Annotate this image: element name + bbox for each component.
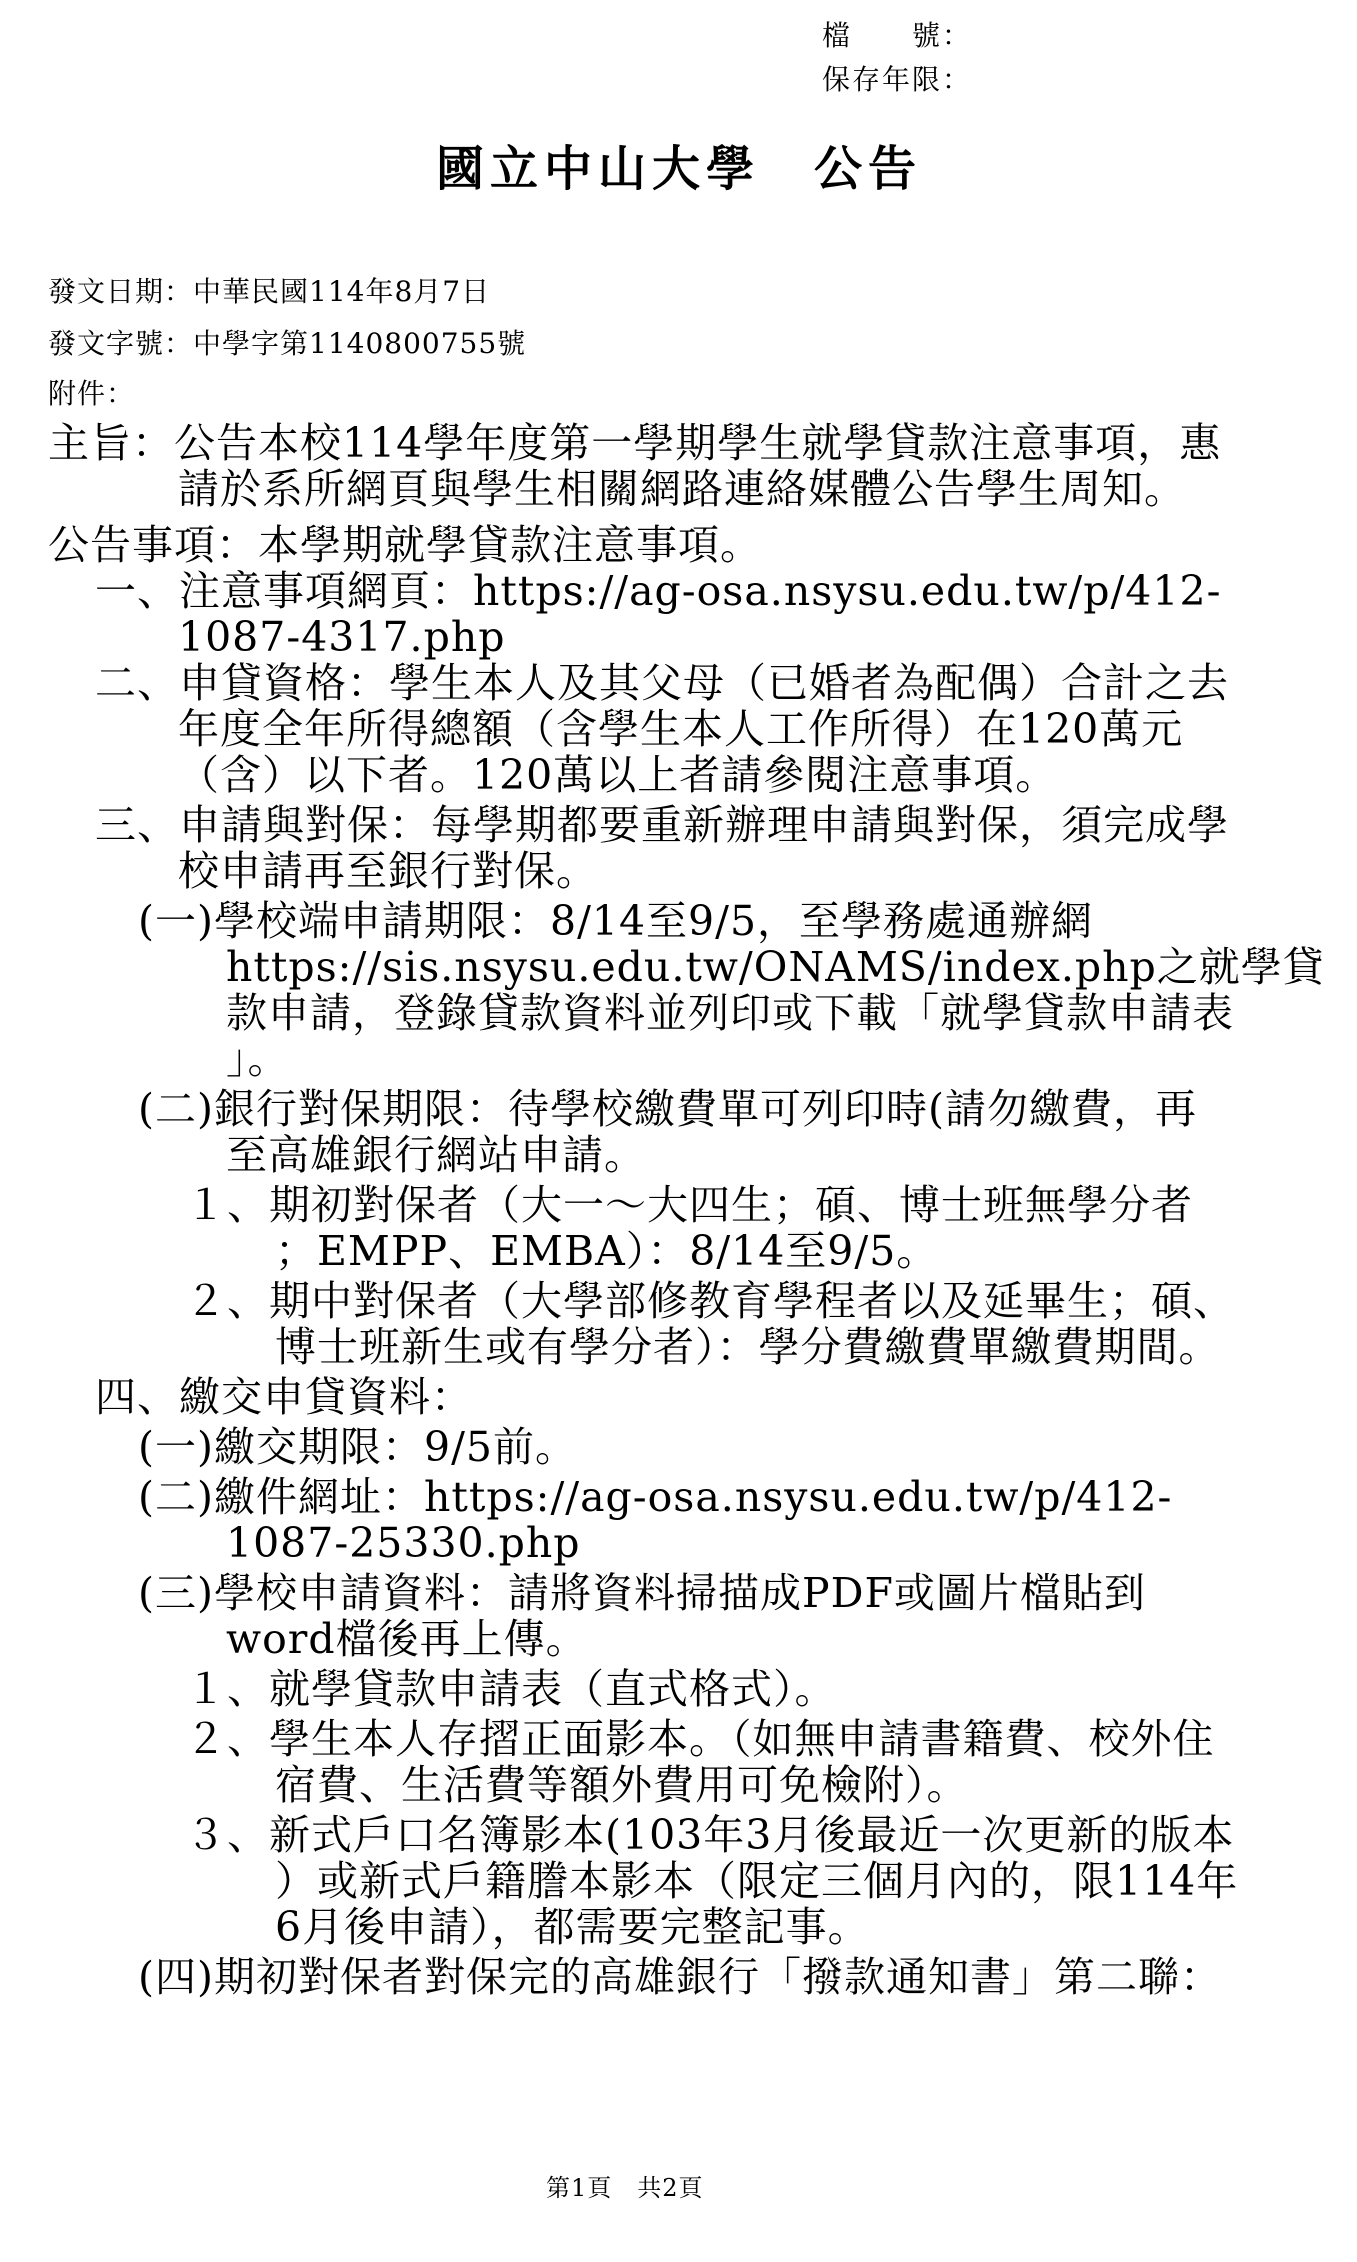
- item-3-1-line-3: 款申請，登錄貸款資料並列印或下載「就學貸款申請表: [226, 989, 1234, 1037]
- subject-line-2: 請於系所網頁與學生相關網路連絡媒體公告學生周知。: [178, 465, 1186, 513]
- item-4-heading: 四、繳交申貸資料：: [95, 1373, 473, 1421]
- item-3-2-line-1: (二)銀行對保期限：待學校繳費單可列印時(請勿繳費，再: [138, 1085, 1197, 1133]
- file-number-label: 檔 號：: [822, 19, 973, 52]
- retention-period-label: 保存年限：: [822, 63, 973, 96]
- item-4-3-2-line-1: ２、學生本人存摺正面影本。（如無申請書籍費、校外住: [185, 1715, 1215, 1763]
- item-4-2-line-1: (二)繳件網址：https://ag-osa.nsysu.edu.tw/p/412-: [138, 1473, 1173, 1521]
- issue-number: 發文字號：中學字第1140800755號: [48, 327, 527, 360]
- item-1-line-2: 1087-4317.php: [178, 613, 506, 661]
- item-3-2-1-line-1: １、期初對保者（大一～大四生；碩、博士班無學分者: [185, 1181, 1193, 1229]
- item-3-1-line-2: https://sis.nsysu.edu.tw/ONAMS/index.php之就學貸: [226, 943, 1325, 991]
- issue-date: 發文日期：中華民國114年8月7日: [48, 275, 491, 308]
- item-3-2-2-line-2: 博士班新生或有學分者）：學分費繳費單繳費期間。: [275, 1323, 1221, 1371]
- item-4-3-line-1: (三)學校申請資料：請將資料掃描成PDF或圖片檔貼到: [138, 1569, 1146, 1617]
- item-4-1: (一)繳交期限：9/5前。: [138, 1423, 577, 1471]
- announcement-heading: 公告事項：本學期就學貸款注意事項。: [48, 521, 762, 569]
- page-footer: 第1頁 共2頁: [546, 2174, 704, 2202]
- item-1-line-1: 一、注意事項網頁：https://ag-osa.nsysu.edu.tw/p/412-: [95, 567, 1222, 615]
- item-3-1-line-4: 」。: [226, 1035, 290, 1083]
- item-4-3-3-line-3: 6月後申請），都需要完整記事。: [275, 1903, 870, 1951]
- subject-line-1: 主旨：公告本校114學年度第一學期學生就學貸款注意事項，惠: [48, 419, 1222, 467]
- item-2-line-2: 年度全年所得總額（含學生本人工作所得）在120萬元: [178, 705, 1184, 753]
- item-4-3-1: １、就學貸款申請表（直式格式）。: [185, 1665, 837, 1713]
- item-3-line-2: 校申請再至銀行對保。: [178, 847, 598, 895]
- item-4-3-3-line-2: ）或新式戶籍謄本影本（限定三個月內的，限114年: [275, 1857, 1239, 1905]
- item-4-4: (四)期初對保者對保完的高雄銀行「撥款通知書」第二聯：: [138, 1953, 1222, 2001]
- item-3-1-line-1: (一)學校端申請期限：8/14至9/5，至學務處通辦網: [138, 897, 1094, 945]
- item-4-3-line-2: word檔後再上傳。: [226, 1615, 588, 1663]
- item-3-2-1-line-2: ；EMPP、EMBA）：8/14至9/5。: [275, 1227, 939, 1275]
- item-2-line-1: 二、申貸資格：學生本人及其父母（已婚者為配偶）合計之去: [95, 659, 1229, 707]
- attachment-label: 附件：: [48, 377, 136, 410]
- item-4-3-3-line-1: ３、新式戶口名簿影本(103年3月後最近一次更新的版本: [185, 1811, 1235, 1859]
- item-3-2-line-2: 至高雄銀行網站申請。: [226, 1131, 646, 1179]
- item-3-line-1: 三、申請與對保：每學期都要重新辦理申請與對保，須完成學: [95, 801, 1229, 849]
- item-4-3-2-line-2: 宿費、生活費等額外費用可免檢附）。: [275, 1761, 969, 1809]
- item-4-2-line-2: 1087-25330.php: [226, 1519, 581, 1567]
- item-3-2-2-line-1: ２、期中對保者（大學部修教育學程者以及延畢生；碩、: [185, 1277, 1235, 1325]
- page-title: 國立中山大學 公告: [436, 141, 923, 197]
- item-2-line-3: （含）以下者。120萬以上者請參閱注意事項。: [178, 751, 1058, 799]
